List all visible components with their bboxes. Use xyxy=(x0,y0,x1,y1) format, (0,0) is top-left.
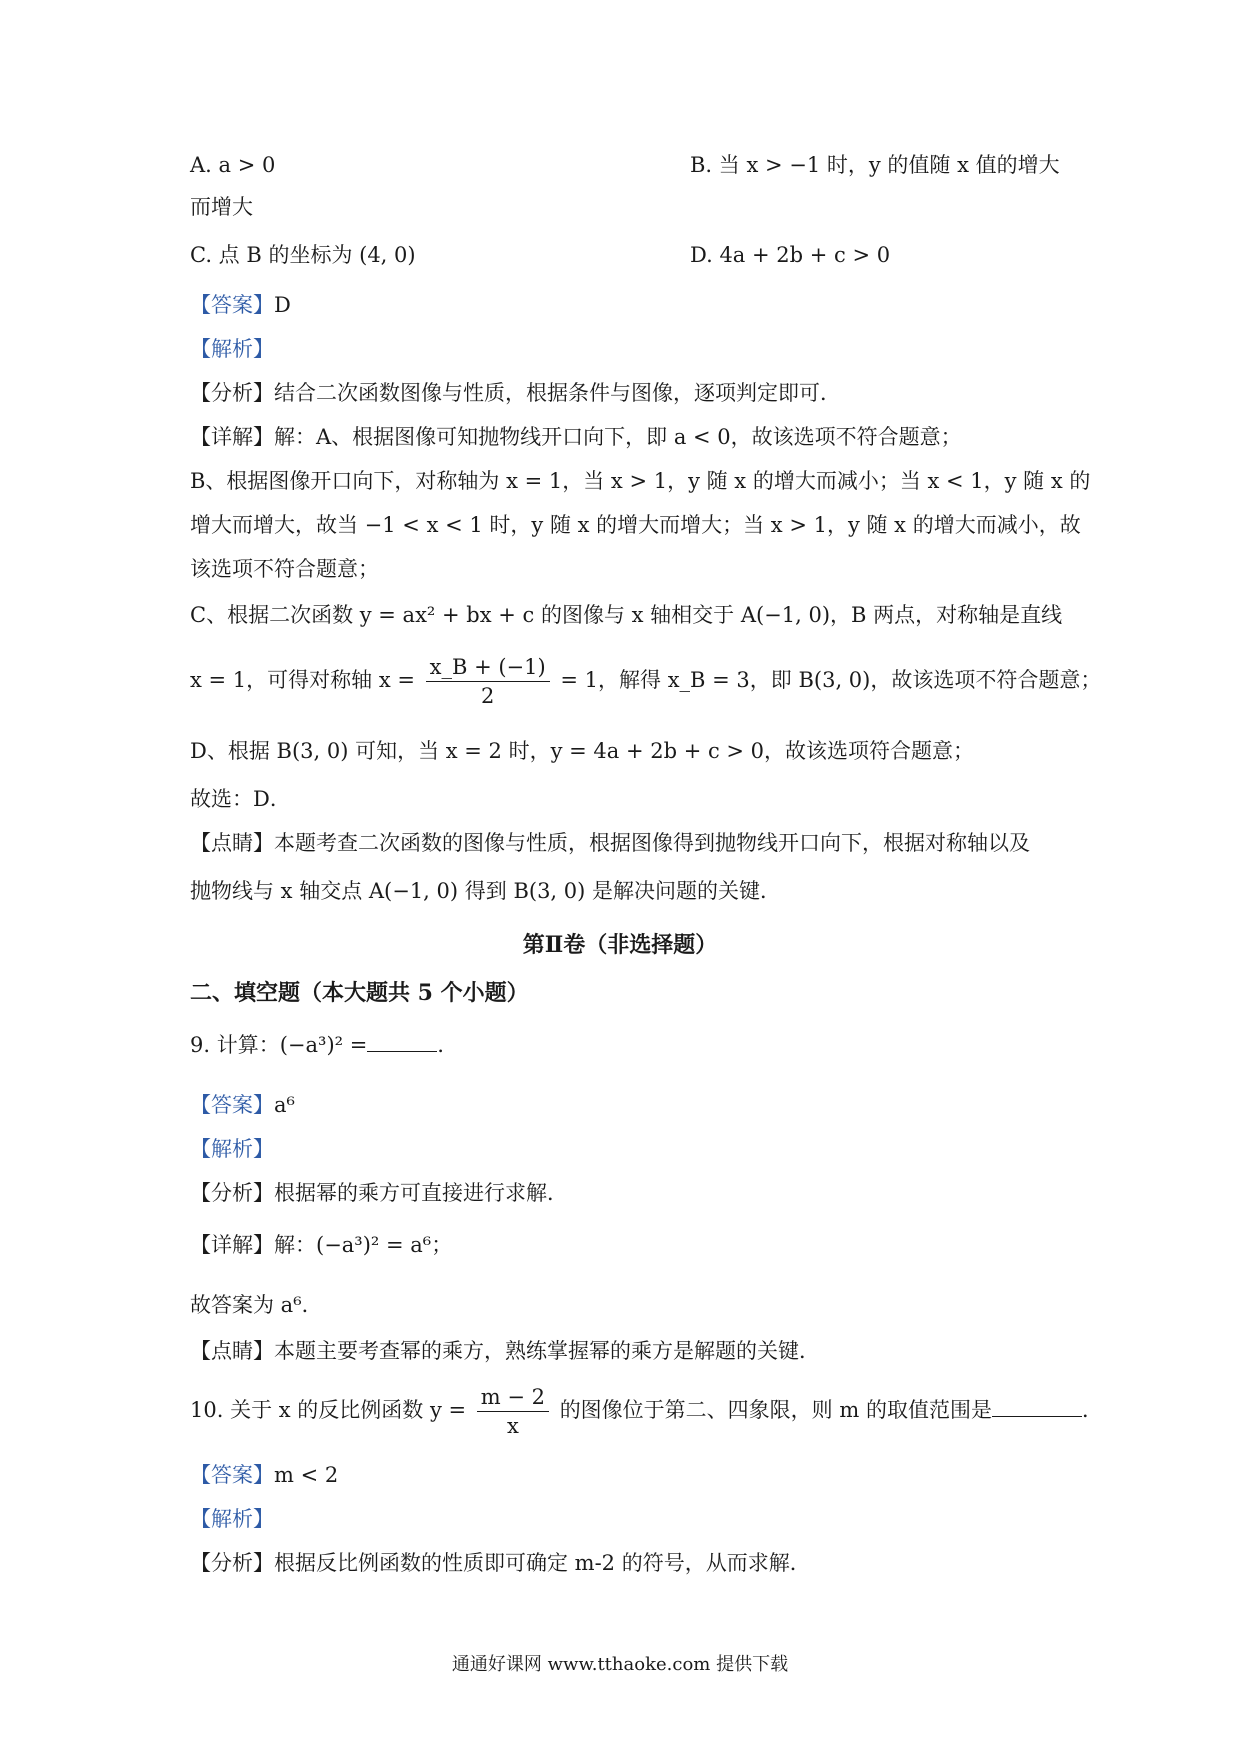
q8-xiangjie-a: 解：A、根据图像可知抛物线开口向下，即 a < 0，故该选项不符合题意； xyxy=(274,425,962,449)
q10-question-end: ． xyxy=(1081,1398,1103,1422)
section2-title: 二、填空题（本大题共 5 个小题） xyxy=(190,980,529,1006)
q9-fenxi-line xyxy=(190,1178,568,1208)
symmetry-axis-fraction xyxy=(426,653,550,710)
q10-question-line xyxy=(190,1378,1103,1442)
q8-xiangjie-b3: 该选项不符合题意； xyxy=(190,557,379,581)
q8-dianjing2: 抛物线与 x 轴交点 A(−1, 0) 得到 B(3, 0) 是解决问题的关键． xyxy=(190,879,782,903)
analysis-tag: 【解析】 xyxy=(190,337,274,361)
answer-blank xyxy=(367,1031,437,1052)
q8-option-b-line1: B. 当 x > −1 时，y 的值随 x 值的增大 xyxy=(690,153,1060,177)
q8-xiangjie-c1: C、根据二次函数 y = ax² + bx + c 的图像与 x 轴相交于 A(−1, 0)，B 两点，对称轴是直线 xyxy=(190,603,1063,627)
q9-answer: a⁶ xyxy=(274,1093,295,1117)
inverse-function-fraction xyxy=(477,1383,549,1440)
answer-tag: 【答案】 xyxy=(190,1093,274,1117)
fenxi-tag: 【分析】 xyxy=(190,1551,274,1575)
analysis-tag: 【解析】 xyxy=(190,1137,274,1161)
q10-fenxi: 根据反比例函数的性质即可确定 m-2 的符号，从而求解． xyxy=(274,1551,811,1575)
q8-option-b-line2: 而增大 xyxy=(190,195,253,219)
q8-option-c: C. 点 B 的坐标为 (4, 0) xyxy=(190,243,416,267)
part2-title: 第Ⅱ卷（非选择题） xyxy=(522,932,718,958)
q9-answer-line xyxy=(190,1090,295,1120)
q9-xiangjie: 解：(−a³)² = a⁶； xyxy=(274,1233,453,1257)
q8-option-a: A. a > 0 xyxy=(190,153,276,177)
q8-xiangjie-c2-post: = 1，解得 x_B = 3，即 B(3, 0)，故该选项不符合题意； xyxy=(560,668,1102,692)
analysis-tag: 【解析】 xyxy=(190,1507,274,1531)
xiangjie-tag: 【详解】 xyxy=(190,1233,274,1257)
q8-option-d: D. 4a + 2b + c > 0 xyxy=(690,243,891,267)
q9-fenxi: 根据幂的乘方可直接进行求解． xyxy=(274,1181,568,1205)
answer-tag: 【答案】 xyxy=(190,1463,274,1487)
q10-answer: m < 2 xyxy=(274,1463,339,1487)
q8-xiangjie-b1: B、根据图像开口向下，对称轴为 x = 1，当 x > 1，y 随 x 的增大而减小；当 x < 1，y 随 x 的 xyxy=(190,469,1091,493)
q9-analysis-line xyxy=(190,1134,274,1164)
q8-xiangjie-d: D、根据 B(3, 0) 可知，当 x = 2 时，y = 4a + 2b + c > 0，故该选项符合题意； xyxy=(190,739,975,763)
q8-dianjing-line1 xyxy=(190,828,1030,858)
q8-xiangjie-b2: 增大而增大，故当 −1 < x < 1 时，y 随 x 的增大而增大；当 x > 1，y 随 x 的增大而减小，故 xyxy=(190,513,1081,537)
q8-guxuan: 故选：D． xyxy=(190,787,291,811)
q8-answer-line xyxy=(190,290,291,320)
fraction-numerator: m − 2 xyxy=(477,1383,549,1412)
q9-dianjing: 本题主要考查幂的乘方，熟练掌握幂的乘方是解题的关键． xyxy=(274,1339,820,1363)
fraction-denominator: x xyxy=(506,1414,519,1438)
q10-question-pre: 10. 关于 x 的反比例函数 y = xyxy=(190,1398,467,1422)
q10-answer-line xyxy=(190,1460,338,1490)
q8-answer: D xyxy=(274,293,291,317)
xiangjie-tag: 【详解】 xyxy=(190,425,274,449)
fraction-numerator: x_B + (−1) xyxy=(426,653,550,682)
answer-tag: 【答案】 xyxy=(190,293,274,317)
q8-xiangjie-c2-pre: x = 1，可得对称轴 x = xyxy=(190,668,415,692)
fenxi-tag: 【分析】 xyxy=(190,381,274,405)
q8-fenxi: 结合二次函数图像与性质，根据条件与图像，逐项判定即可． xyxy=(274,381,841,405)
q8-fenxi-line xyxy=(190,378,841,408)
q10-fenxi-line xyxy=(190,1548,811,1578)
fenxi-tag: 【分析】 xyxy=(190,1181,274,1205)
q9-xiangjie-line xyxy=(190,1230,452,1260)
q9-guxuan: 故答案为 a⁶． xyxy=(190,1293,323,1317)
q10-analysis-line xyxy=(190,1504,274,1534)
q10-question-post: 的图像位于第二、四象限，则 m 的取值范围是 xyxy=(559,1398,992,1422)
answer-blank xyxy=(992,1396,1082,1417)
q8-analysis-line xyxy=(190,334,274,364)
q8-xiangjie-a-line xyxy=(190,422,962,452)
q9-question-line xyxy=(190,1030,458,1060)
page-footer: 通通好课网 www.tthaoke.com 提供下载 xyxy=(451,1654,789,1675)
fraction-denominator: 2 xyxy=(480,684,495,708)
q9-question-end: ． xyxy=(437,1033,459,1057)
q9-dianjing-line xyxy=(190,1336,820,1366)
dianjing-tag: 【点睛】 xyxy=(190,1339,274,1363)
q9-question: 9. 计算：(−a³)² = xyxy=(190,1033,368,1057)
dianjing-tag: 【点睛】 xyxy=(190,831,274,855)
q8-xiangjie-c2-line xyxy=(190,648,1101,712)
q8-dianjing1: 本题考查二次函数的图像与性质，根据图像得到抛物线开口向下，根据对称轴以及 xyxy=(274,831,1030,855)
